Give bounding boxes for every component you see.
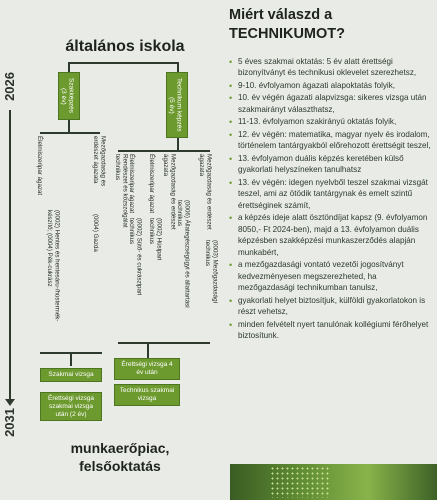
list-item: • 10. év végén ágazati alapvizsga: sikeres vizsga után szakmairányt választhatsz, [229, 92, 433, 115]
szak-stem [68, 120, 70, 133]
tech-merge-stem [147, 342, 149, 358]
technikum-heading [229, 6, 429, 44]
tech-stem [177, 138, 179, 150]
list-item: • 5 éves szakmai oktatás: 5 év alatt érettségi bizonyítványt és technikusi oklevelet szerezhetsz, [229, 56, 433, 79]
technikum-box [166, 72, 188, 138]
list-item: • minden felvételt nyert tanulónak kollégiumi férőhelyet biztosítunk. [229, 319, 433, 342]
list-item: • a képzés ideje alatt ösztöndíjat kapsz (9. évfolyamon 8050,- Ft 2024-ben), majd a 13. évfolyamon duális képzésben szakképzési munkaszerződés alapján munkabért, [229, 212, 433, 258]
bottom-title [30, 440, 210, 475]
decorative-photo [230, 464, 437, 500]
list-item: • 9-10. évfolyamon ágazati alapoktatás folyik, [229, 80, 433, 91]
list-item: • gyakorlati helyet biztosítjuk, külföldi gyakorlatokon is részt vehetsz, [229, 295, 433, 318]
tech-col4-item: (0006) Állategészségügyi és állattartási technikus [176, 200, 191, 308]
szakkepzes-label: Szakképzés (3 év) [60, 78, 75, 114]
connector-top-left [68, 62, 70, 72]
szak-col1-label: Élelmiszeripar ágazat [36, 136, 44, 196]
tech-col3-item: (0002) Húsipari technikus [148, 218, 163, 261]
decorative-pattern [270, 466, 330, 498]
year-end: 2031 [2, 408, 17, 437]
szak-col2-item: (0004) Gazda [92, 214, 100, 252]
list-item: • 13. évfolyamon duális képzés keretében külső gyakorlati helyszíneken tanulhatsz [229, 153, 433, 176]
szak-col2-label: Mezőgazdaság és erdészet ágazata [92, 136, 107, 187]
tech-col4-label: Mezőgazdaság és erdészet ágazata [162, 154, 177, 230]
list-item: • 11-13. évfolyamon szakirányú oktatás folyik, [229, 116, 433, 127]
tech-col2-label: Élelmiszeripar ágazat [128, 154, 136, 214]
heading-line1: Miért válaszd a [229, 7, 333, 23]
list-item: • a mezőgazdasági vontató vezetői jogosítványt kedvezményesen megszerezheted, ha mezőgazdasági technikumban tanulsz, [229, 259, 433, 293]
szakkepzes-box [58, 72, 80, 120]
szak-branch-line [40, 132, 100, 134]
erettsegi-4ev-box: Érettségi vizsga 4 év után [114, 358, 180, 380]
szak-merge-stem [70, 352, 72, 366]
tech-col3-label: Élelmiszeripar ágazat [148, 154, 156, 214]
benefits-list [229, 56, 433, 343]
tech-branch-line [118, 150, 210, 152]
erettsegi-2ev-box: Érettségi vizsga szakmai vizsga után (2 év) [40, 392, 102, 421]
bottom-title-line2: felsőoktatás [79, 457, 161, 474]
szak-col1-item: (0002) Hentes és hentesáru-/hústermék-készítő; (0004) Pék-cukrász [46, 210, 61, 322]
tech-col5-label: Mezőgazdaság és erdészet ágazata [198, 154, 213, 230]
tech-col1-label: Rendészet és közszolgálat technikus [114, 154, 129, 228]
connector-top [68, 62, 178, 64]
heading-line2: TECHNIKUMOT? [229, 25, 345, 42]
technikum-label: Technikum képzés (5 év) [168, 78, 183, 132]
connector-top-right [177, 62, 179, 72]
timeline-arrow [9, 110, 11, 400]
tech-merge-line [118, 342, 210, 344]
list-item: • 13. év végén: idegen nyelvből teszel szakmai vizsgát teszel, ami az ötödik tantárgynak és emelt szintű érettséginek számít, [229, 177, 433, 211]
bottom-title-line1: munkaerőpiac, [70, 440, 170, 456]
szakmai-vizsga-box: Szakmai vizsga [40, 368, 102, 382]
school-title: általános iskola [65, 38, 185, 55]
list-item: • 12. év végén: matematika, magyar nyelv és irodalom, történelem tantárgyakból előrehozott érettségit teszel, [229, 129, 433, 152]
tech-col5-item: (0003) Mezőgazdasági technikus [204, 240, 219, 303]
year-start: 2026 [2, 72, 17, 101]
tech-col2-item: (0002) Sütő- és cukrászipari technikus [128, 218, 143, 296]
technikus-vizsga-box: Technikus szakmai vizsga [114, 384, 180, 406]
